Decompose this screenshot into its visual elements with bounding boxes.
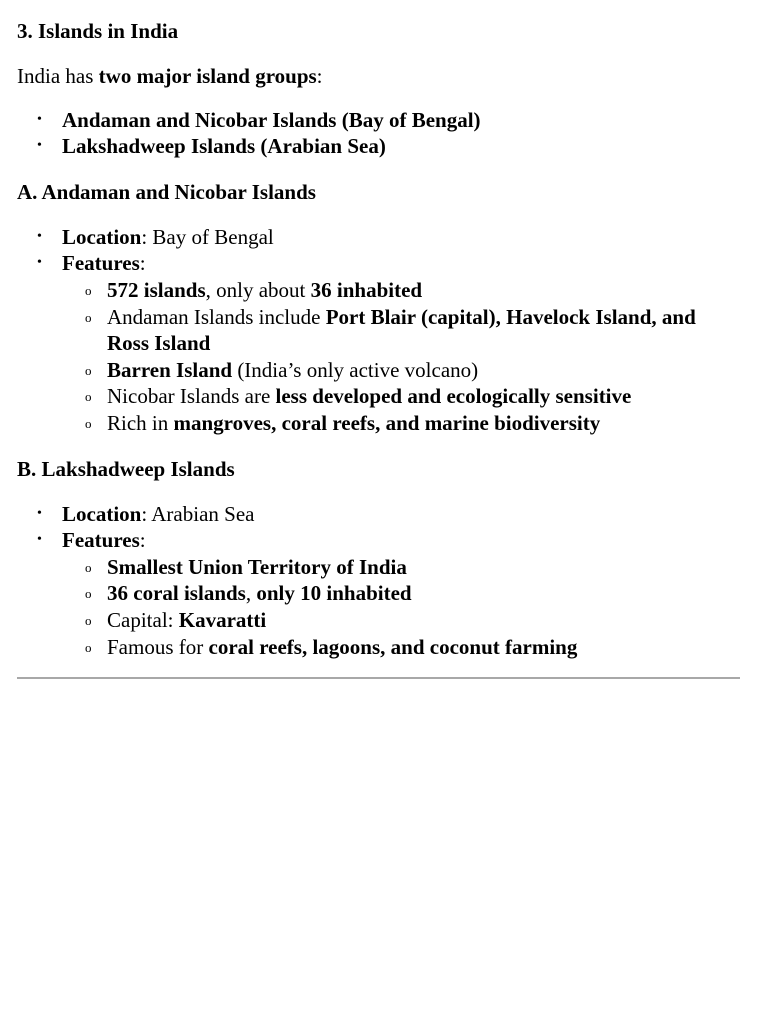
page-title: 3. Islands in India [17,19,179,43]
island-groups-list [17,107,740,160]
feature-item: o Andaman Islands include Port Blair (capital), Havelock Island, and Ross Island [85,304,696,356]
intro-suffix: : [316,64,323,88]
section-b-heading: B. Lakshadweep Islands [17,456,235,481]
section-a-features-list [62,277,740,437]
feature-item: o Smallest Union Territory of India [62,554,740,581]
bullet-icon: • [37,532,42,548]
hollow-bullet-icon: o [85,389,92,405]
features-item: • Features: o 572 islands, only about 36 inhabited o Andaman Islands include Port Blair (capital), Havelock Island, and Ross Island o Barren Island (India’s only active volcano) o Nicobar Islands are less developed and ecologically sensitive o Rich in mangroves, coral reefs, and marine biodiversity [17,250,740,436]
hollow-bullet-icon: o [85,415,92,431]
feature-item: o Rich in mangroves, coral reefs, and marine biodiversity [62,410,740,437]
bullet-icon: • [37,138,42,154]
hollow-bullet-icon: o [85,639,92,655]
hollow-bullet-icon: o [85,559,92,575]
intro-prefix: India has [17,64,99,88]
hollow-bullet-icon: o [85,586,92,602]
section-b-list [17,501,740,661]
bullet-icon: • [37,228,42,244]
feature-item: o 36 coral islands, only 10 inhabited [62,580,740,607]
list-item: • Andaman and Nicobar Islands (Bay of Bengal) [37,107,481,132]
intro-bold: two major island groups [98,64,317,88]
horizontal-divider [17,677,740,679]
feature-item: o 572 islands, only about 36 inhabited [62,277,740,304]
feature-item: o Barren Island (India’s only active volcano) [62,357,740,384]
list-item: • Lakshadweep Islands (Arabian Sea) [37,134,386,159]
feature-item: o Famous for coral reefs, lagoons, and coconut farming [62,634,740,661]
section-a-heading: A. Andaman and Nicobar Islands [17,179,316,204]
section-b-features-list [62,554,740,660]
hollow-bullet-icon: o [85,612,92,628]
feature-item: o Capital: Kavaratti [62,607,740,634]
hollow-bullet-icon: o [85,362,92,378]
features-item: • Features: o Smallest Union Territory of India o 36 coral islands, only 10 inhabited o Capital: Kavaratti o Famous for coral reefs, lagoons, and coconut farming [17,527,740,660]
section-a-list [17,224,740,437]
hollow-bullet-icon: o [85,309,92,325]
intro-paragraph [17,63,740,90]
feature-item: o Nicobar Islands are less developed and ecologically sensitive [62,383,740,410]
bullet-icon: • [37,505,42,521]
location-item: • Location: Arabian Sea [37,501,255,526]
bullet-icon: • [37,111,42,127]
location-item: • Location: Bay of Bengal [37,224,274,249]
hollow-bullet-icon: o [85,282,92,298]
bullet-icon: • [37,255,42,271]
